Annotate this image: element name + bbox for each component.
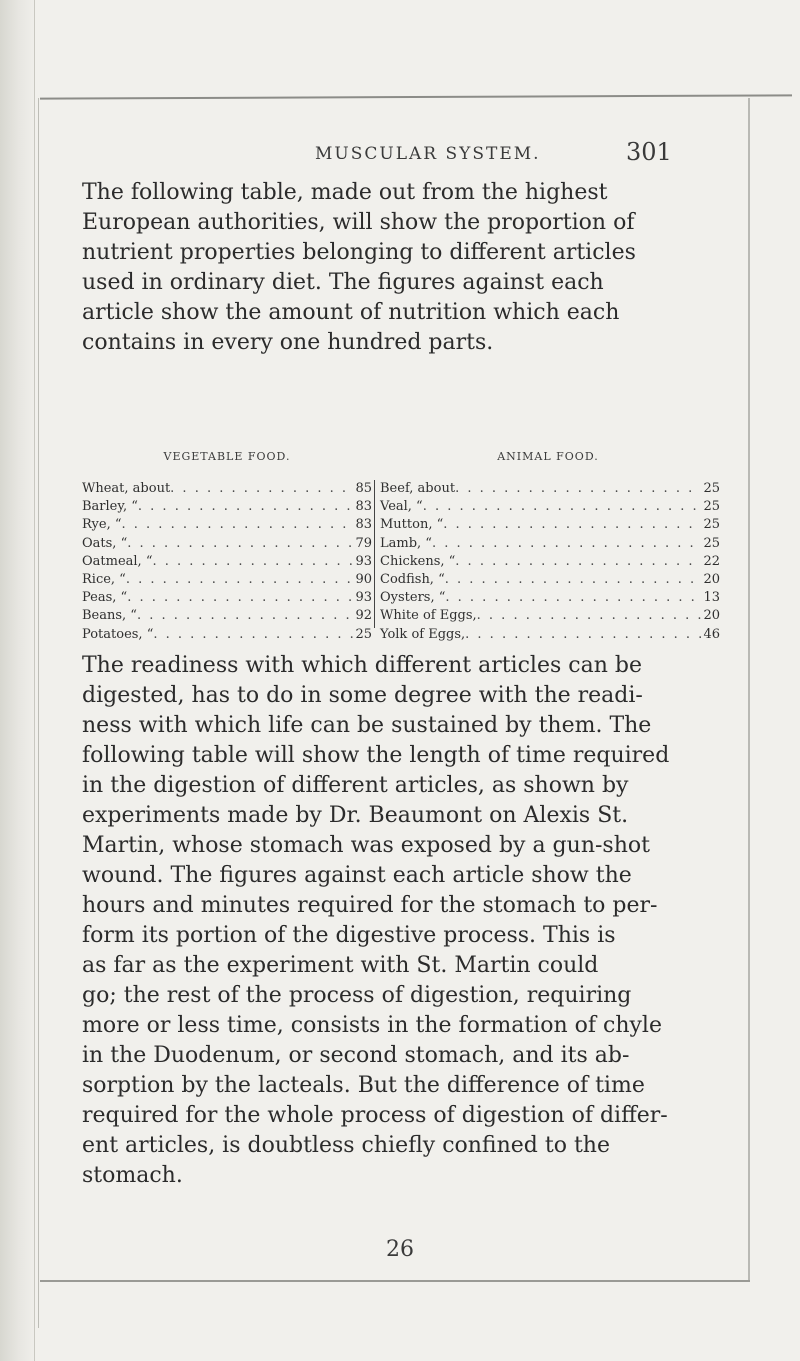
table-row bbox=[82, 516, 372, 534]
page-border-right bbox=[748, 98, 750, 1280]
food-value: 25 bbox=[703, 481, 720, 496]
food-name: Peas, “ bbox=[82, 590, 128, 606]
running-head bbox=[0, 138, 800, 172]
text-line: hours and minutes required for the stomach to per- bbox=[82, 893, 658, 918]
food-name: Oysters, “ bbox=[380, 590, 446, 606]
food-value: 25 bbox=[703, 517, 720, 533]
text-line: in the digestion of different articles, as shown by bbox=[82, 773, 629, 798]
food-value: 46 bbox=[703, 626, 720, 642]
leader-dots bbox=[445, 571, 702, 589]
leader-dots bbox=[127, 589, 353, 607]
text-line: sorption by the lacteals. But the difference of time bbox=[82, 1073, 645, 1098]
leader-dots bbox=[443, 516, 701, 534]
food-name: Potatoes, “ bbox=[82, 626, 154, 642]
leader-dots bbox=[138, 498, 354, 516]
text-line: ness with which life can be sustained by them. The bbox=[82, 713, 652, 738]
animal-column bbox=[374, 480, 720, 644]
table-row bbox=[82, 626, 372, 644]
text-line: used in ordinary diet. The figures against each bbox=[82, 270, 604, 295]
text-line: in the Duodenum, or second stomach, and its ab- bbox=[82, 1043, 630, 1068]
text-line: digested, has to do in some degree with the readi- bbox=[82, 683, 643, 708]
leader-dots bbox=[137, 607, 354, 625]
signature-mark: 26 bbox=[386, 1237, 414, 1262]
food-value: 85 bbox=[355, 481, 372, 496]
digestion-paragraph bbox=[82, 651, 722, 1191]
table-row bbox=[82, 498, 372, 516]
food-value: 92 bbox=[355, 608, 372, 624]
nutrition-table bbox=[82, 450, 722, 650]
text-line: wound. The figures against each article show the bbox=[82, 863, 632, 888]
leader-dots bbox=[423, 498, 702, 516]
food-value: 25 bbox=[355, 626, 372, 642]
text-line: more or less time, consists in the formation of chyle bbox=[82, 1013, 662, 1038]
food-name: Beans, “ bbox=[82, 608, 137, 624]
table-row bbox=[82, 571, 372, 589]
vegetable-column bbox=[82, 480, 372, 644]
food-name: Lamb, “ bbox=[380, 535, 432, 551]
text-line: experiments made by Dr. Beaumont on Alexis St. bbox=[82, 803, 629, 828]
food-name: Oats, “ bbox=[82, 535, 128, 551]
page-number: 301 bbox=[626, 138, 672, 166]
food-name: Barley, “ bbox=[82, 499, 138, 515]
food-value: 25 bbox=[703, 535, 720, 551]
text-line: The readiness with which different articles can be bbox=[82, 653, 642, 678]
animal-heading: ANIMAL FOOD. bbox=[497, 450, 599, 463]
table-row bbox=[82, 480, 372, 498]
food-name: Chickens, “ bbox=[380, 553, 456, 569]
food-value: 79 bbox=[355, 535, 372, 551]
table-row bbox=[380, 607, 720, 625]
leader-dots bbox=[465, 626, 701, 644]
leader-dots bbox=[170, 480, 353, 498]
text-line: stomach. bbox=[82, 1163, 183, 1188]
table-row bbox=[380, 516, 720, 534]
food-name: Rye, “ bbox=[82, 517, 122, 533]
leader-dots bbox=[432, 535, 702, 553]
food-value: 13 bbox=[703, 590, 720, 606]
food-name: Mutton, “ bbox=[380, 517, 444, 533]
text-line: nutrient properties belonging to different articles bbox=[82, 240, 636, 265]
leader-dots bbox=[455, 480, 701, 498]
text-line: ent articles, is doubtless chiefly confined to the bbox=[82, 1133, 610, 1158]
food-value: 93 bbox=[355, 553, 372, 569]
text-line: following table will show the length of time required bbox=[82, 743, 670, 768]
table-row bbox=[82, 589, 372, 607]
leader-dots bbox=[127, 535, 353, 553]
leader-dots bbox=[122, 516, 354, 534]
food-value: 20 bbox=[703, 572, 720, 588]
vegetable-heading: VEGETABLE FOOD. bbox=[163, 450, 291, 463]
table-row bbox=[380, 553, 720, 571]
food-name: Beef, about bbox=[380, 481, 456, 496]
food-name: Codfish, “ bbox=[380, 572, 445, 588]
leader-dots bbox=[152, 553, 353, 571]
running-title: MUSCULAR SYSTEM. bbox=[315, 144, 541, 164]
table-row bbox=[380, 498, 720, 516]
page-border-left bbox=[38, 98, 39, 1328]
food-value: 83 bbox=[355, 517, 372, 533]
leader-dots bbox=[153, 626, 353, 644]
food-name: White of Eggs, bbox=[380, 608, 477, 624]
page-border-bottom bbox=[40, 1280, 750, 1282]
text-line: form its portion of the digestive process. This is bbox=[82, 923, 616, 948]
text-line: contains in every one hundred parts. bbox=[82, 330, 494, 355]
intro-paragraph bbox=[82, 178, 722, 358]
text-line: article show the amount of nutrition which each bbox=[82, 300, 620, 325]
leader-dots bbox=[126, 571, 354, 589]
table-row bbox=[380, 626, 720, 644]
text-line: as far as the experiment with St. Martin could bbox=[82, 953, 599, 978]
table-row bbox=[82, 607, 372, 625]
text-line: European authorities, will show the proportion of bbox=[82, 210, 635, 235]
food-value: 83 bbox=[355, 499, 372, 515]
table-row bbox=[82, 553, 372, 571]
food-value: 20 bbox=[703, 608, 720, 624]
food-value: 22 bbox=[703, 553, 720, 569]
leader-dots bbox=[455, 553, 701, 571]
table-row bbox=[380, 589, 720, 607]
text-line: go; the rest of the process of digestion, requiring bbox=[82, 983, 632, 1008]
page-border-top bbox=[40, 94, 792, 99]
table-row bbox=[380, 571, 720, 589]
food-name: Oatmeal, “ bbox=[82, 553, 153, 569]
food-name: Wheat, about bbox=[82, 481, 171, 496]
food-value: 93 bbox=[355, 590, 372, 606]
food-value: 90 bbox=[355, 572, 372, 588]
table-row bbox=[82, 535, 372, 553]
table-row bbox=[380, 535, 720, 553]
text-line: required for the whole process of digestion of differ- bbox=[82, 1103, 668, 1128]
food-name: Yolk of Eggs, bbox=[380, 626, 466, 642]
leader-dots bbox=[477, 607, 702, 625]
food-name: Veal, “ bbox=[380, 499, 423, 515]
food-value: 25 bbox=[703, 499, 720, 515]
table-row bbox=[380, 480, 720, 498]
text-line: The following table, made out from the highest bbox=[82, 180, 608, 205]
text-line: Martin, whose stomach was exposed by a gun-shot bbox=[82, 833, 650, 858]
book-edge bbox=[0, 0, 35, 1361]
food-name: Rice, “ bbox=[82, 572, 126, 588]
leader-dots bbox=[445, 589, 701, 607]
